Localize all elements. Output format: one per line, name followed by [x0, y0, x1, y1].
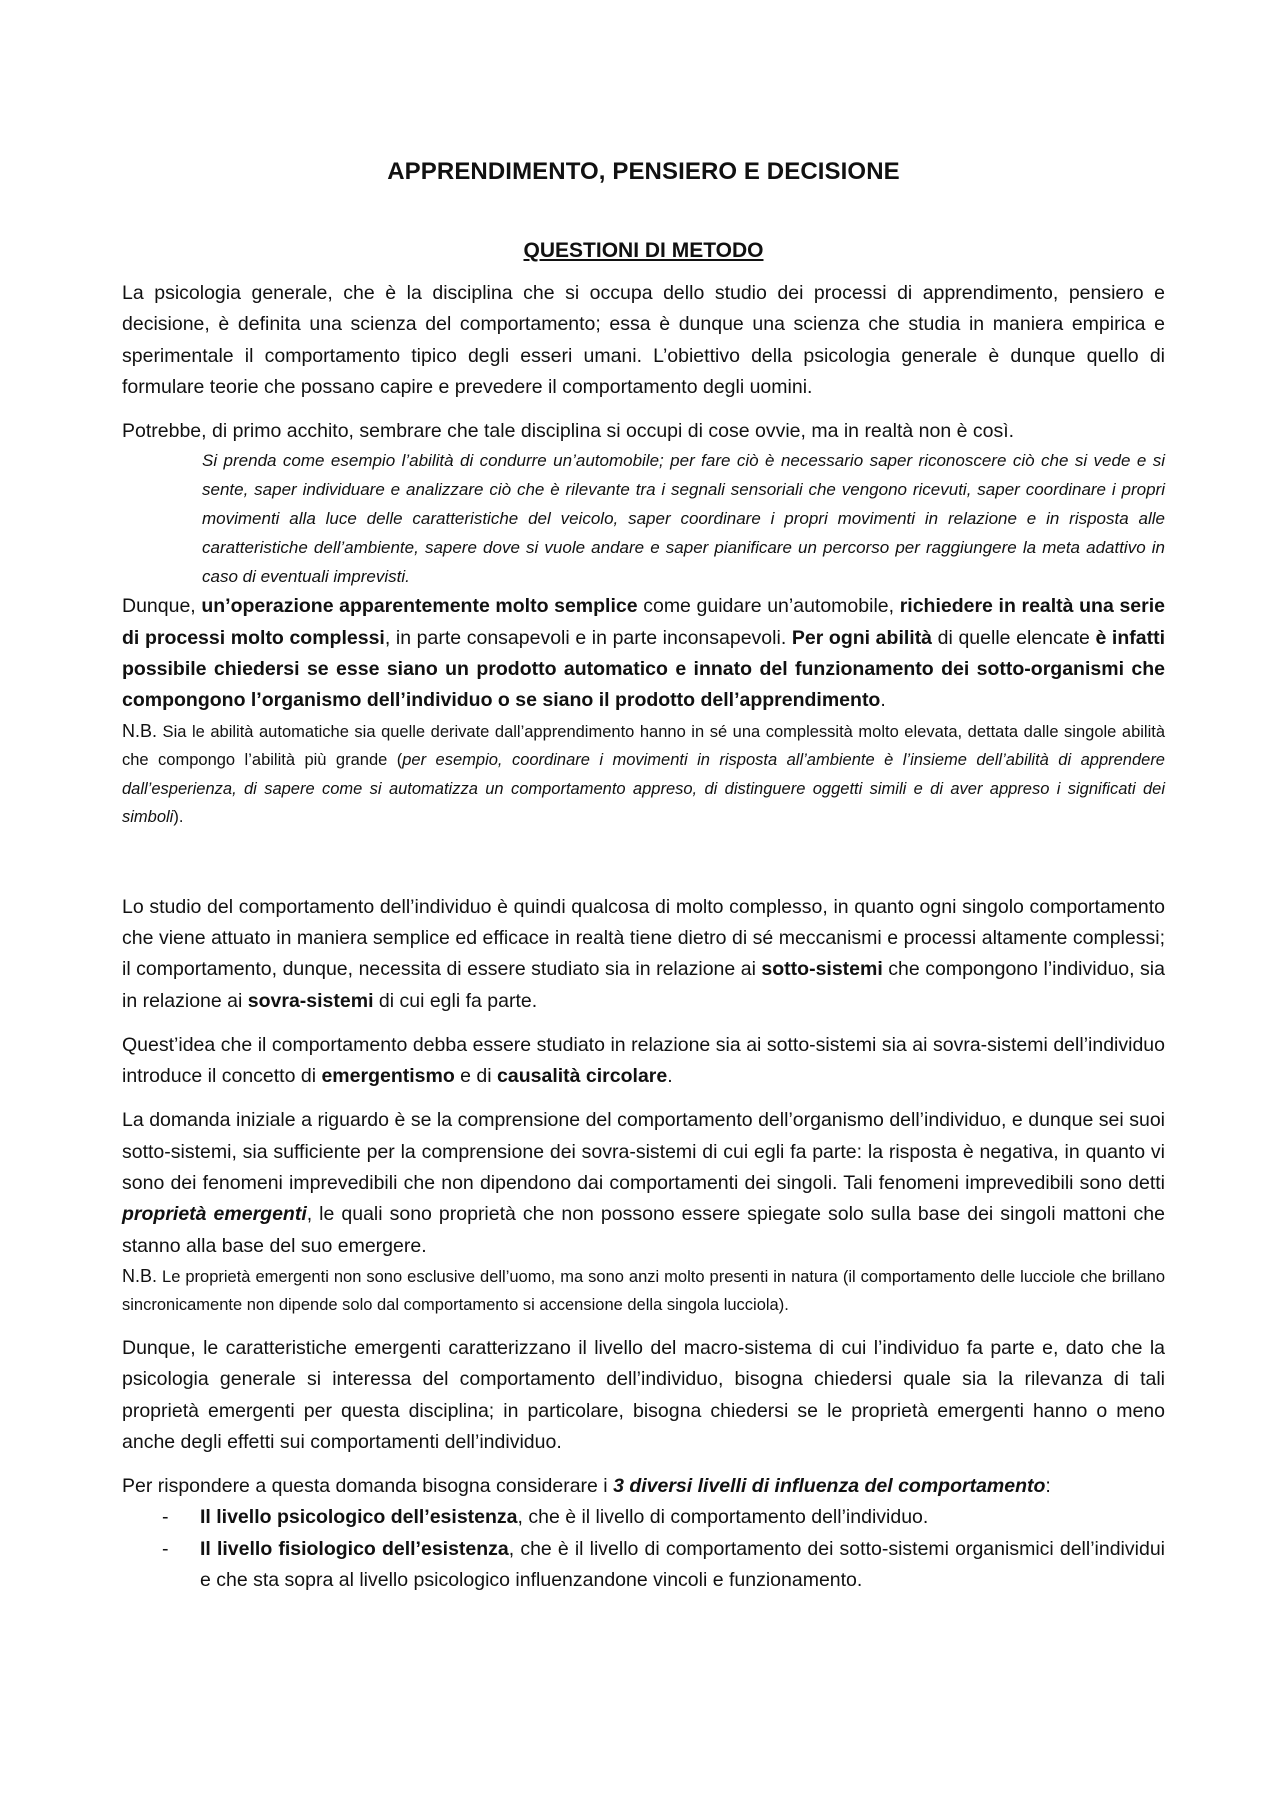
bold-run: Per ogni abilità: [791, 626, 933, 649]
text-run: , le quali sono proprietà che non possono essere spiegate solo sulla base dei singoli mattoni che stanno alla base del suo emergere.: [122, 1203, 1165, 1257]
paragraph-complex-processes: [122, 591, 1165, 716]
text-run: :: [1045, 1475, 1051, 1498]
text-run: e di: [454, 1065, 498, 1088]
bold-run: richiedere in realtà una serie di processi molto complessi: [122, 595, 1165, 649]
text-run: , in parte consapevoli e in parte inconsapevoli.: [384, 626, 792, 649]
note-nature: [122, 1262, 1165, 1320]
paragraph-obvious: Potrebbe, di primo acchito, sembrare che tale disciplina si occupi di cose ovvie, ma in realtà non è così.: [122, 420, 1015, 443]
list-item: [122, 1502, 1165, 1533]
bold-italic-run: 3 diversi livelli di influenza del comportamento: [613, 1475, 1046, 1498]
text-run: Per rispondere a questa domanda bisogna considerare i: [122, 1475, 614, 1498]
paragraph-emergent-properties: [122, 1105, 1165, 1261]
text-run: che compongono l’individuo, sia in relazione ai: [122, 958, 1165, 1012]
bold-run: sotto-sistemi: [761, 958, 883, 981]
paragraph-intro: La psicologia generale, che è la disciplina che si occupa dello studio dei processi di apprendimento, pensiero e decisione, è definita una scienza del comportamento; essa è dunque una scienza che studia in maniera empirica e sperimentale il comportamento tipico degli esseri umani. L’obiettivo della psicologia generale è dunque quello di formulare teorie che possano capire e prevedere il comportamento degli uomini.: [122, 282, 1165, 398]
paragraph-levels-intro: [122, 1471, 1165, 1502]
note-lead: N.B.: [122, 1265, 158, 1286]
text-run: di cui egli fa parte.: [373, 989, 538, 1012]
paragraph-emergentism: [122, 1030, 1165, 1093]
bold-run: causalità circolare: [497, 1065, 668, 1088]
level-name: Il livello fisiologico dell’esistenza: [200, 1537, 509, 1560]
paragraph-macro-system: Dunque, le caratteristiche emergenti caratterizzano il livello del macro-sistema di cui l’individuo fa parte e, dato che la psicologia generale si interessa del comportamento dell’individuo, bisogna chiedersi quale sia la rilevanza di tali proprietà emergenti per questa disciplina; in particolare, bisogna chiedersi se le proprietà emergenti hanno o meno anche degli effetti sui comportamenti dell’individuo.: [122, 1336, 1165, 1453]
document-title: APPRENDIMENTO, PENSIERO E DECISIONE: [387, 158, 900, 185]
dash-bullet: -: [162, 1506, 169, 1529]
text-run: Quest’idea che il comportamento debba essere studiato in relazione sia ai sotto-sistemi sia ai sovra-sistemi dell’individuo introduce il concetto di: [122, 1033, 1165, 1088]
bold-run: è infatti possibile chiedersi se esse siano un prodotto automatico e innato del funzionamento dei sotto-organismi che compongono l’organismo dell’individuo o se siano il prodotto dell’apprendimento: [122, 626, 1166, 712]
text-run: come guidare un’automobile,: [637, 595, 900, 618]
note-end: ).: [173, 808, 184, 827]
bold-run: un’operazione apparentemente molto semplice: [201, 595, 638, 618]
note-italic: per esempio, coordinare i movimenti in risposta all’ambiente è l’insieme dell’abilità di apprendere dall’esperienza, di sapere come si automatizza un comportamento appreso, di distinguere oggetti simili e di aver appreso i significati dei simboli: [122, 751, 1165, 827]
text-run: .: [667, 1065, 673, 1088]
text-run: .: [880, 689, 886, 712]
levels-list: [122, 1502, 1165, 1596]
text-run: Dunque,: [122, 595, 202, 618]
bold-run: sovra-sistemi: [247, 989, 374, 1012]
paragraph-behavior-study: [122, 892, 1165, 1017]
text-run: Lo studio del comportamento dell’individuo è quindi qualcosa di molto complesso, in quanto ogni singolo comportamento che viene attuato in maniera semplice ed efficace in realtà tiene dietro di sé meccanismi e processi altamente complessi; il comportamento, dunque, necessita di essere studiato sia in relazione ai: [122, 895, 1165, 981]
note-text: Le proprietà emergenti non sono esclusive dell’uomo, ma sono anzi molto presenti in natura (il comportamento delle lucciole che brillano sincronicamente non dipende solo dal comportamento si accensione della singola lucciola).: [122, 1267, 1165, 1315]
level-name: Il livello psicologico dell’esistenza: [200, 1506, 518, 1529]
list-item: [122, 1534, 1165, 1597]
bold-italic-run: proprietà emergenti: [122, 1203, 307, 1226]
text-run: La domanda iniziale a riguardo è se la comprensione del comportamento dell’organismo dell’individuo, e dunque sei suoi sotto-sistemi, sia sufficiente per la comprensione dei sovra-sistemi di cui egli fa parte: la risposta è negativa, in quanto vi sono dei fenomeni imprevedibili che non dipendono dai comportamenti dei singoli. Tali fenomeni imprevedibili sono detti: [122, 1109, 1165, 1195]
level-description: , che è il livello di comportamento dell’individuo.: [517, 1506, 929, 1529]
section-title: QUESTIONI DI METODO: [523, 239, 764, 262]
example-quote: Si prenda come esempio l’abilità di condurre un’automobile; per fare ciò è necessario saper riconoscere ciò che si vede e si sente, saper individuare e analizzare ciò che è rilevante tra i segnali sensoriali che vengono ricevuti, saper coordinare i propri movimenti alla luce delle caratteristiche del veicolo, saper coordinare i propri movimenti in relazione e in risposta alle caratteristiche dell’ambiente, sapere dove si vuole andare e saper pianificare un percorso per raggiungere la meta adattivo in caso di eventuali imprevisti.: [202, 451, 1165, 586]
level-description: , che è il livello di comportamento dei sotto-sistemi organismici dell’individui e che sta sopra al livello psicologico influenzandone vincoli e funzionamento.: [200, 1537, 1165, 1591]
note-abilities: [122, 717, 1165, 832]
note-text: Sia le abilità automatiche sia quelle derivate dall’apprendimento hanno in sé una complessità molto elevata, dettata dalle singole abilità che compongo l’abilità più grande (: [122, 722, 1165, 770]
note-lead: N.B.: [122, 720, 158, 741]
text-run: di quelle elencate: [932, 626, 1096, 649]
bold-run: emergentismo: [321, 1065, 455, 1088]
dash-bullet: -: [162, 1537, 169, 1560]
